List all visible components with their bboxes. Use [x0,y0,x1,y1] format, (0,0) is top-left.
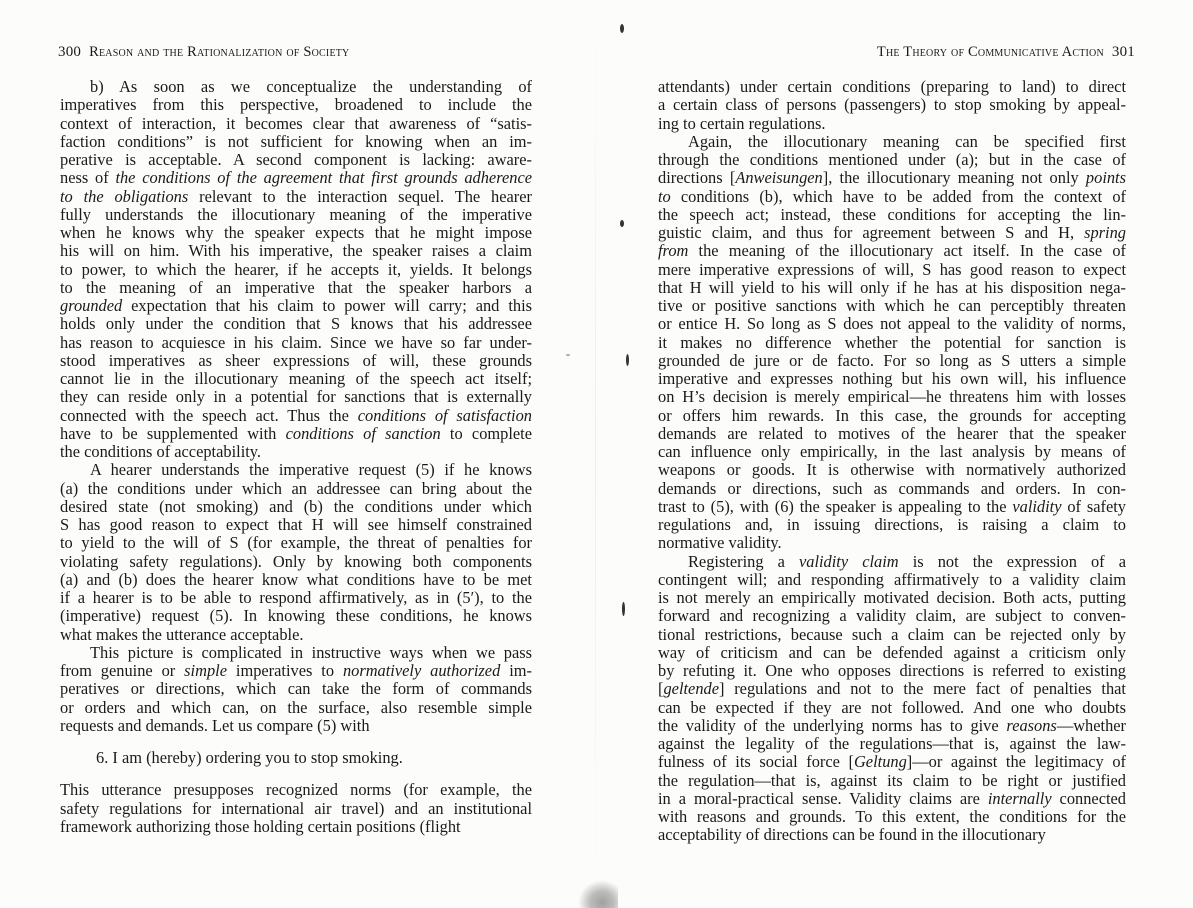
text-line: A hearer understands the imperative request (5) if he knows [90,460,532,480]
left-para-1 [60,78,532,461]
text-line: it makes no difference whether the potential for sanction is [658,332,1126,352]
text-span: conditions (b), which have to be added from the context of [670,186,1126,206]
italic-span: Geltung [853,752,907,772]
text-line: weapons or goods. It is otherwise with normatively authorized [658,460,1126,480]
text-line: normative validity. [658,533,782,553]
text-line: they can reside only in a potential for sanctions that is externally [60,387,532,407]
text-line [60,425,532,443]
italic-span: the conditions of the agreement that first grounds adherence [115,168,532,188]
text-line: grounded de jure or de facto. For so long as S utters a simple [658,350,1126,370]
text-line [658,242,1126,260]
italic-span: grounded [60,296,123,315]
text-line: forward and recognizing a validity claim, are subject to conven- [658,606,1126,626]
text-span: trast to (5), with (6) the speaker is appealing to the [658,496,1013,516]
text-span: guistic claim, and thus for agreement between S and H, [658,223,1085,242]
text-line: acceptability of directions can be found in the illocutionary [658,825,1046,845]
numbered-example-6 [60,749,532,767]
text-line: his will on him. With his imperative, the speaker raises a claim [60,241,532,261]
italic-span: to the obligations [60,186,189,206]
text-line: by refuting it. One who opposes directions is referred to existing [658,661,1126,680]
right-page-number: 301 [1111,44,1135,60]
text-span: directions [ [658,168,736,188]
text-span: connected with the speech act. Thus the [60,405,358,425]
text-line: through the conditions mentioned under (a); but in the case of [658,150,1126,169]
scan-speck [622,602,625,616]
left-page [0,0,596,908]
text-line [658,188,1126,206]
text-span: Registering a [688,551,799,571]
text-line: or offers him rewards. In this case, the grounds for accepting [658,405,1126,425]
right-page [596,0,1193,908]
text-span: ] regulations and not to the mere fact of penalties that [719,679,1126,699]
text-line [658,753,1126,771]
text-line: or orders and which can, on the surface, also resemble simple [60,697,532,717]
text-line: can be expected if they are not followed. And one who doubts [658,697,1126,717]
italic-span: normatively authorized [342,661,501,680]
italic-span: spring [1084,223,1126,242]
right-para-3 [658,553,1126,845]
text-span: from genuine or [60,661,185,680]
text-line: imperative and expresses nothing but his own will, his influence [658,369,1126,388]
text-line [60,662,532,680]
text-line: ing to certain regulations. [658,113,826,133]
text-line: (a) and (b) does the hearer know what conditions have to be met [60,569,532,589]
text-line: if a hearer is to be able to respond affirmatively, as in (5′), to the [60,588,532,607]
text-line: stood imperatives as sheer expressions of will, these grounds [60,350,532,370]
text-line: that H will yield to his will only if he has at his disposition nega- [658,277,1126,297]
text-line: with reasons and grounds. To this extent, the conditions for the [658,807,1126,826]
text-line: tional restrictions, because such a claim can be rejected only by [658,624,1126,644]
text-line: the conditions of acceptability. [60,442,262,461]
text-line: This utterance presupposes recognized norms (for example, the [60,780,532,800]
text-line [658,553,1126,571]
left-para-4 [60,781,532,836]
text-line: (imperative) request (5). In knowing these conditions, he knows [60,606,532,626]
text-span: to complete [440,423,533,443]
left-para-2 [60,461,532,644]
text-line: demands or directions, such as commands and orders. In con- [658,478,1126,498]
text-span: is not the expression of a [898,551,1126,571]
text-line: Again, the illocutionary meaning can be specified first [688,131,1126,151]
text-line: b) As soon as we conceptualize the understanding of [90,77,532,96]
text-line: attendants) under certain conditions (preparing to land) to direct [658,77,1126,96]
italic-span: validity [1012,496,1062,516]
text-line: to yield to the will of S (for example, the threat of penalties for [60,533,532,553]
text-line: can influence only empirically, in the last analysis by means of [658,442,1126,461]
text-span: im- [500,661,532,680]
text-line: framework authorizing those holding certain positions (flight [60,816,461,836]
text-line [60,297,532,315]
italic-span: to [658,186,671,206]
scan-speck [566,354,570,356]
text-line: context of interaction, it becomes clear that awareness of “satis- [60,113,532,133]
text-line: demands are related to motives of the hearer that the speaker [658,423,1126,443]
text-line: to power, to which the hearer, if he accepts it, yields. It belongs [60,259,532,279]
text-span: expectation that his claim to power will carry; and this [122,296,532,315]
text-line: mere imperative expressions of will, S has good reason to expect [658,259,1126,279]
text-line [60,169,532,187]
text-line [658,680,1126,698]
text-line: safety regulations for international air travel) and an institutional [60,798,532,818]
text-line: contingent will; and responding affirmatively to a validity claim [658,569,1126,589]
text-span: ]—or against the legitimacy of [906,752,1126,772]
text-span: ], the illocutionary meaning not only [822,168,1086,188]
text-line: tive or positive sanctions with which he can perceptibly threaten [658,296,1126,315]
text-line [658,169,1126,187]
text-line: to the meaning of an imperative that the speaker harbors a [60,277,532,297]
italic-span: conditions of satisfaction [357,405,532,425]
text-line: a certain class of persons (passengers) to stop smoking by appeal- [658,95,1126,115]
text-line: S has good reason to expect that H will see himself constrained [60,515,532,534]
italic-span: from [658,241,689,261]
text-span: —whether [1056,715,1126,735]
text-line [658,790,1126,808]
italic-span: geltende [663,679,719,699]
text-line: This picture is complicated in instructive ways when we pass [90,642,532,662]
italic-span: simple [184,661,227,680]
text-span: relevant to the interaction sequel. The hearer [188,186,532,206]
text-span: the meaning of the illocutionary act itself. In the case of [688,241,1126,261]
text-line: holds only under the condition that S knows that his addressee [60,314,532,334]
italic-span: conditions of sanction [285,423,441,443]
text-line [658,224,1126,242]
text-line: the speech act; instead, these conditions for accepting the lin- [658,204,1126,224]
text-line: (a) the conditions under which an addressee can bring about the [60,478,532,498]
right-running-head: The Theory of Communicative Action [876,44,1104,60]
text-line: violating safety regulations). Only by knowing both components [60,551,532,571]
text-span: in a moral-practical sense. Validity claims are [658,788,988,808]
text-span: the validity of the underlying norms has to give [658,715,1007,735]
italic-span: points [1085,168,1126,188]
text-line: or entice H. So long as S does not appeal to the validity of norms, [658,314,1126,334]
text-span: of safety [1061,496,1126,516]
right-para-2 [658,133,1126,553]
text-line: faction conditions” is not sufficient for knowing when an im- [60,131,532,151]
left-text-column [60,78,532,836]
text-line: fully understands the illocutionary meaning of the imperative [60,204,532,224]
text-span: [ [658,679,664,699]
text-line: when he knows why the speaker expects that he might impose [60,223,532,242]
text-line: cannot lie in the illocutionary meaning of the speech act itself; [60,369,532,388]
left-running-header [58,44,349,61]
italic-span: internally [987,788,1052,808]
text-line: regulations and, in issuing directions, is raising a claim to [658,515,1126,534]
left-running-head: Reason and the Rationalization of Society [89,44,350,60]
text-line [658,498,1126,516]
text-line [60,407,532,425]
scan-blot [578,880,618,908]
text-line: way of criticism and can be defended against a criticism only [658,642,1126,662]
text-line: on H’s decision is merely empirical—he threatens him with losses [658,387,1126,407]
text-line: has reason to acquiesce in his claim. Since we have so far under- [60,332,532,352]
right-text-column [658,78,1126,845]
numbered-example-text: 6. I am (hereby) ordering you to stop smoking. [96,748,403,767]
right-running-header [877,44,1135,61]
left-para-3 [60,644,532,735]
text-span: have to be supplemented with [60,423,286,443]
scan-speck [626,354,629,366]
text-span: ness of [60,168,116,188]
text-line: the regulation—that is, against its claim to be right or justified [658,770,1126,790]
italic-span: Anweisungen [735,168,823,188]
text-line: peratives or directions, which can take the form of commands [60,679,532,699]
text-line: perative is acceptable. A second component is lacking: aware- [60,150,532,169]
italic-span: validity claim [798,551,899,571]
text-line: desired state (not smoking) and (b) the conditions under which [60,496,532,516]
text-line [658,717,1126,735]
text-line: what makes the utterance acceptable. [60,624,304,644]
italic-span: reasons [1006,715,1057,735]
text-span: fulness of its social force [ [658,752,854,772]
text-line: against the legality of the regulations—that is, against the law- [658,734,1126,753]
text-line: requests and demands. Let us compare (5) with [60,715,370,735]
text-span: imperatives to [226,661,343,680]
text-line [60,188,532,206]
scan-speck [620,24,624,33]
scan-speck [620,220,624,227]
text-span: connected [1051,788,1126,808]
right-para-1 [658,78,1126,133]
text-line: imperatives from this perspective, broadened to include the [60,95,532,115]
left-page-number: 300 [58,44,82,60]
text-line: is not merely an empirically motivated decision. Both acts, putting [658,588,1126,607]
